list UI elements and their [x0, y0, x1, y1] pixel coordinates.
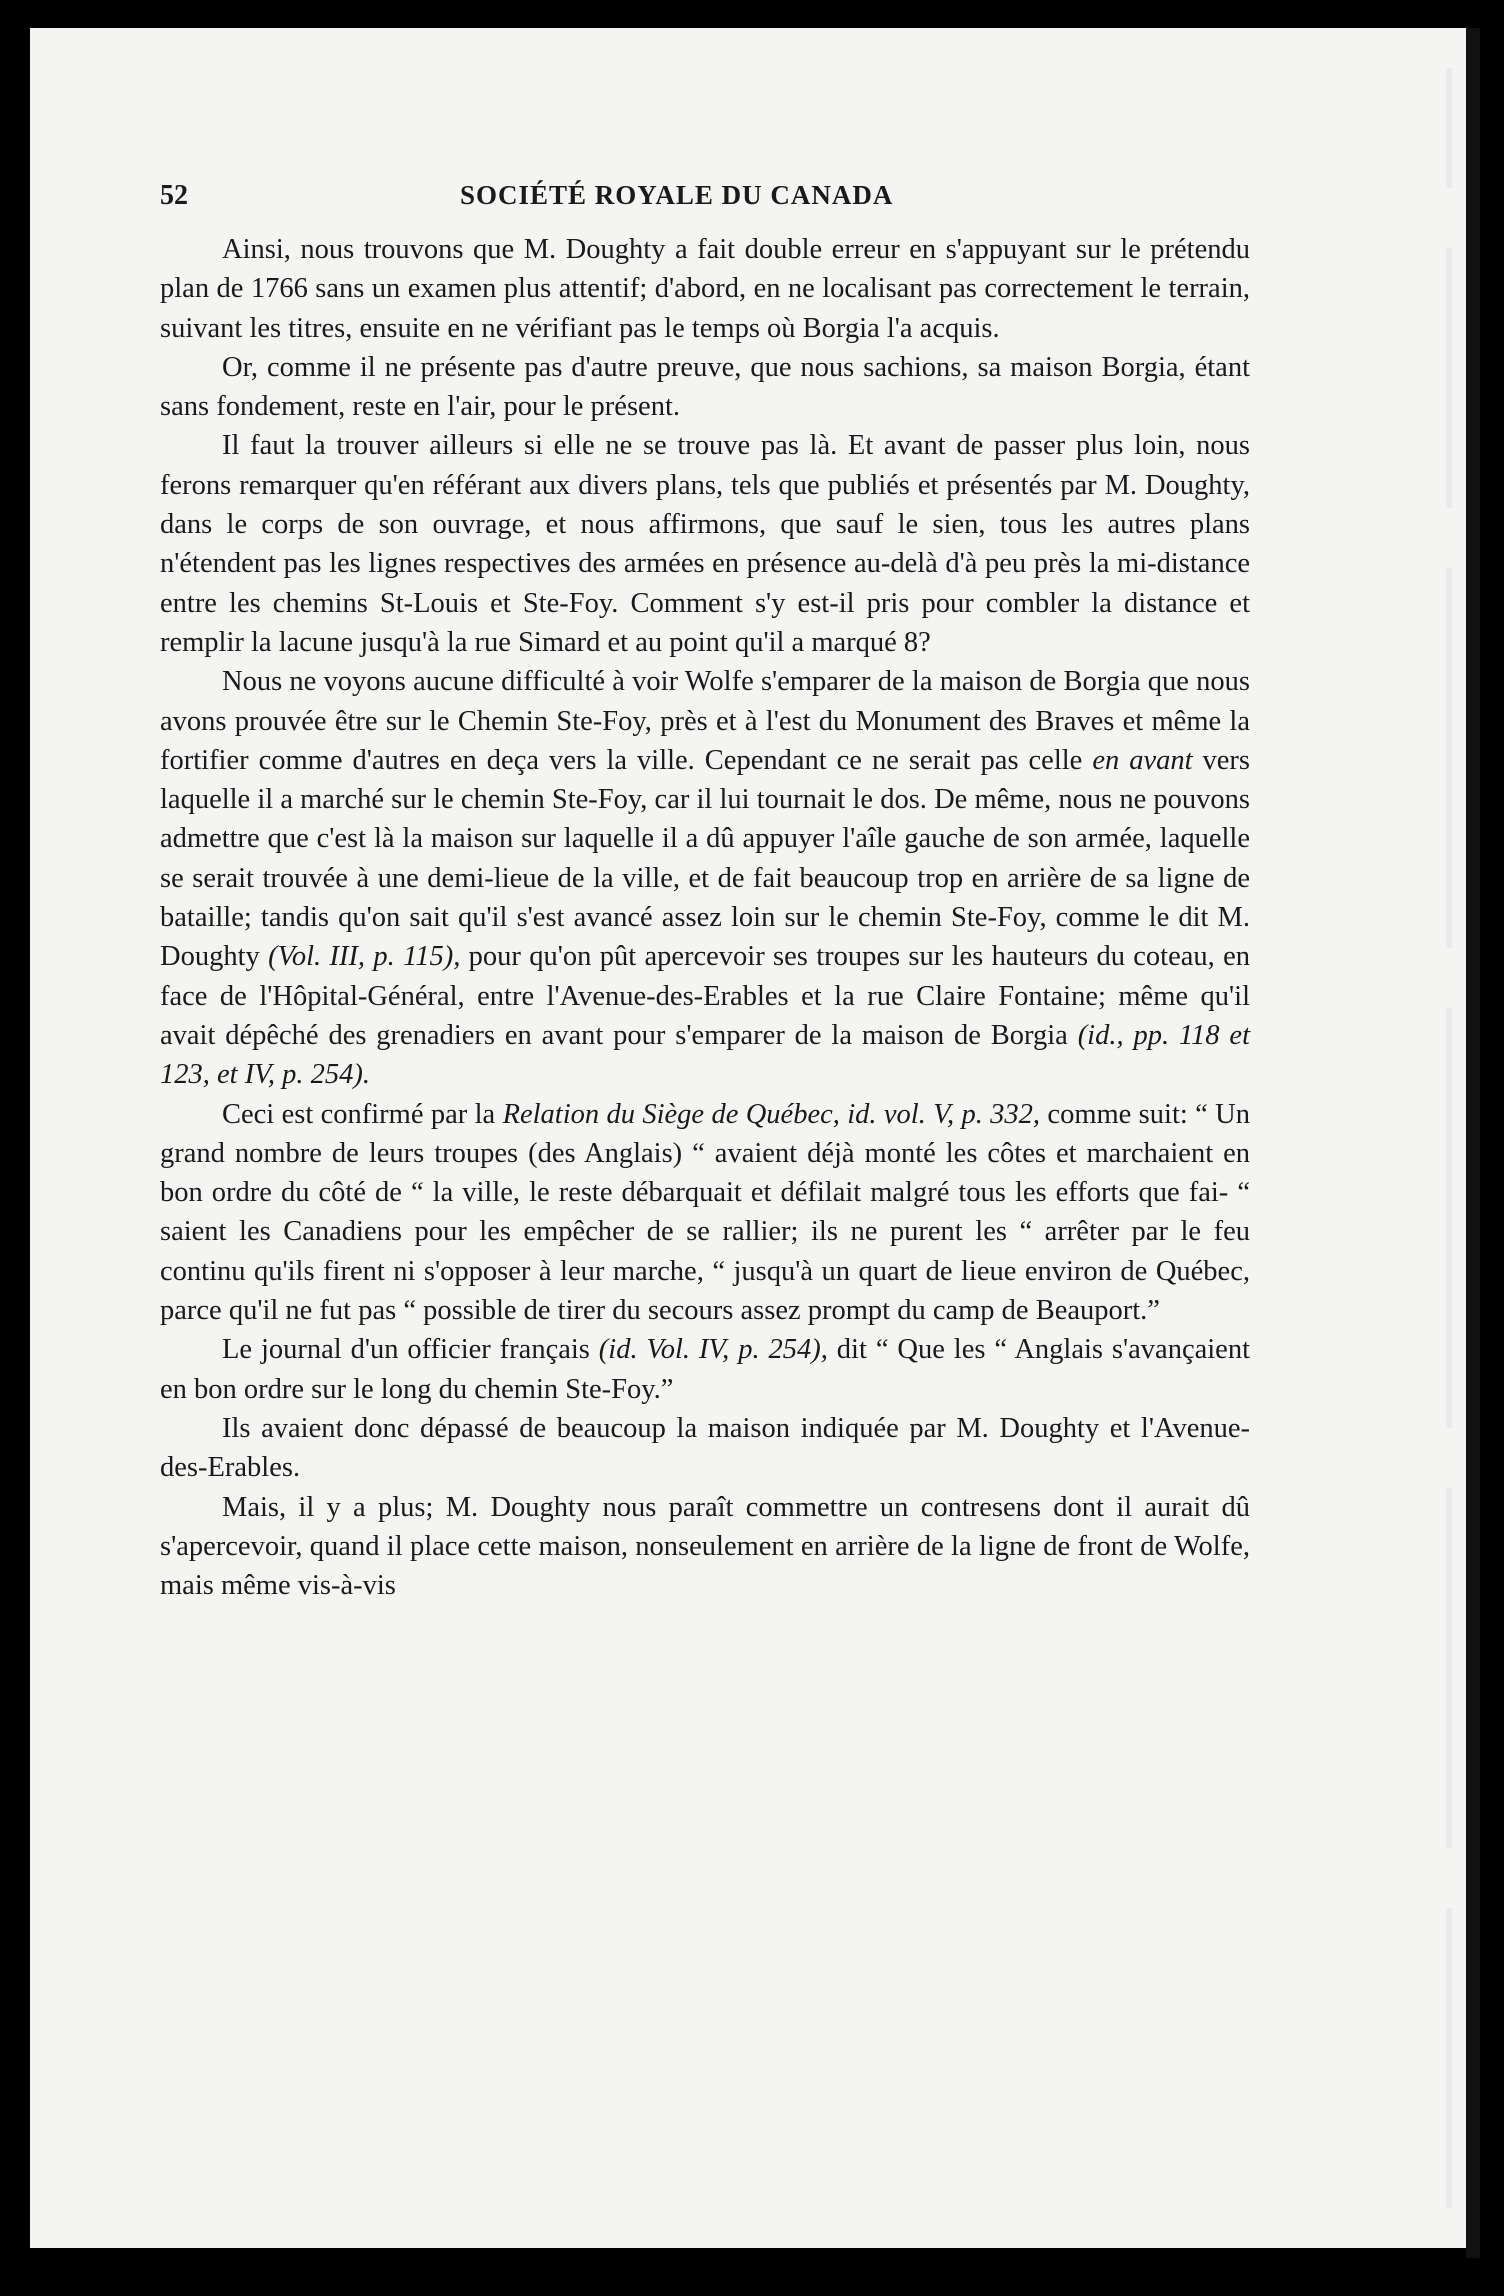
text-run: Il faut la trouver ailleurs si elle ne se trouve pas là. Et avant de passer plus loin, nous ferons remarquer qu'en référant aux divers plans, tels que publiés et présentés par M. Doughty, dans le corps de son ouvrage, et nous affirmons, que sauf le sien, tous les autres plans n'étendent pas les lignes respectives des armées en présence au-delà d'à peu près la mi-distance entre les chemins St-Louis et Ste-Foy. Comment s'y est-il pris pour combler la distance et remplir la lacune jusqu'à la rue Simard et au point qu'il a marqué 8?	[160, 430, 1250, 658]
paragraph	[160, 348, 1250, 427]
paragraph	[160, 426, 1250, 662]
edge-mark	[1446, 1488, 1452, 1848]
page-header	[160, 180, 1250, 220]
italic-reference: (id., pp. 118 et 123, et IV, p. 254).	[160, 1019, 1250, 1091]
text-run: dit “ Que les “ Anglais s'avançaient en bon ordre sur le long du chemin Ste-Foy.”	[160, 1334, 1250, 1405]
paragraph	[160, 1488, 1250, 1606]
italic-reference: (Vol. III, p. 115),	[268, 941, 461, 973]
text-run: comme suit: “ Un grand nombre de leurs troupes (des Anglais) “ avaient déjà monté les côtes et marchaient en bon ordre du côté de “ la ville, le reste débarquait et défilait malgré tous les efforts que fai- “ saient les Canadiens pour les empêcher de se rallier; ils ne purent les “ arrêter par le feu continu qu'ils firent ni s'opposer à leur marche, “ jusqu'à un quart de lieue environ de Québec, parce qu'il ne fut pas “ possible de tirer du secours assez prompt du camp de Beauport.”	[160, 1098, 1250, 1327]
paragraph	[160, 1330, 1250, 1409]
page-number: 52	[160, 180, 188, 211]
paragraph	[160, 1095, 1250, 1331]
text-run: Ils avaient donc dépassé de beaucoup la maison indiquée par M. Doughty et l'Avenue-des-Erables.	[160, 1412, 1250, 1484]
text-run: pour qu'on pût apercevoir ses troupes sur les hauteurs du coteau, en face de l'Hôpital-Général, entre l'Avenue-des-Erables et la rue Claire Fontaine; même qu'il avait dépêché des grenadiers en avant pour s'emparer de la maison de Borgia	[160, 941, 1250, 1051]
text-run: vers laquelle il a marché sur le chemin Ste-Foy, car il lui tournait le dos. De même, nous ne pouvons admettre que c'est là la maison sur laquelle il a dû appuyer l'aîle gauche de son armée, laquelle se serait trouvée à une demi-lieue de la ville, et de fait beaucoup trop en arrière de sa ligne de bataille; tandis qu'on sait qu'il s'est avancé assez loin sur le chemin Ste-Foy, comme le dit M. Doughty	[160, 744, 1251, 973]
text-run: Mais, il y a plus; M. Doughty nous paraît commettre un contresens dont il aurait dû s'apercevoir, quand il place cette maison, nonseulement en arrière de la ligne de front de Wolfe, mais même vis-à-vis	[160, 1491, 1250, 1602]
paragraph	[160, 662, 1250, 1094]
edge-mark	[1446, 68, 1452, 188]
edge-mark	[1446, 568, 1452, 948]
edge-mark	[1446, 1908, 1452, 2208]
italic-reference: (id. Vol. IV, p. 254),	[598, 1334, 828, 1366]
italic-reference: Relation du Siège de Québec, id. vol. V, p. 332,	[502, 1098, 1041, 1130]
text-run: Ainsi, nous trouvons que M. Doughty a fait double erreur en s'appuyant sur le prétendu plan de 1766 sans un examen plus attentif; d'abord, en ne localisant pas correctement le terrain, suivant les titres, ensuite en ne vérifiant pas le temps où Borgia l'a acquis.	[160, 234, 1250, 344]
italic-reference: en avant	[1092, 744, 1193, 776]
edge-mark	[1446, 1008, 1452, 1428]
edge-mark	[1446, 248, 1452, 508]
running-title: SOCIÉTÉ ROYALE DU CANADA	[460, 180, 894, 210]
text-run: Le journal d'un officier français	[222, 1334, 599, 1366]
text-run: Nous ne voyons aucune difficulté à voir Wolfe s'emparer de la maison de Borgia que nous avons prouvée être sur le Chemin Ste-Foy, près et à l'est du Monument des Braves et même la fortifier comme d'autres en deça vers la ville. Cependant ce ne serait pas celle	[160, 666, 1250, 776]
body-text	[160, 230, 1250, 1605]
text-run: Ceci est confirmé par la	[222, 1098, 503, 1130]
text-run: Or, comme il ne présente pas d'autre preuve, que nous sachions, sa maison Borgia, étant sans fondement, reste en l'air, pour le présent.	[160, 351, 1250, 423]
page-edge-strip	[1466, 28, 1480, 2258]
paragraph	[160, 230, 1250, 348]
paragraph	[160, 1409, 1250, 1488]
